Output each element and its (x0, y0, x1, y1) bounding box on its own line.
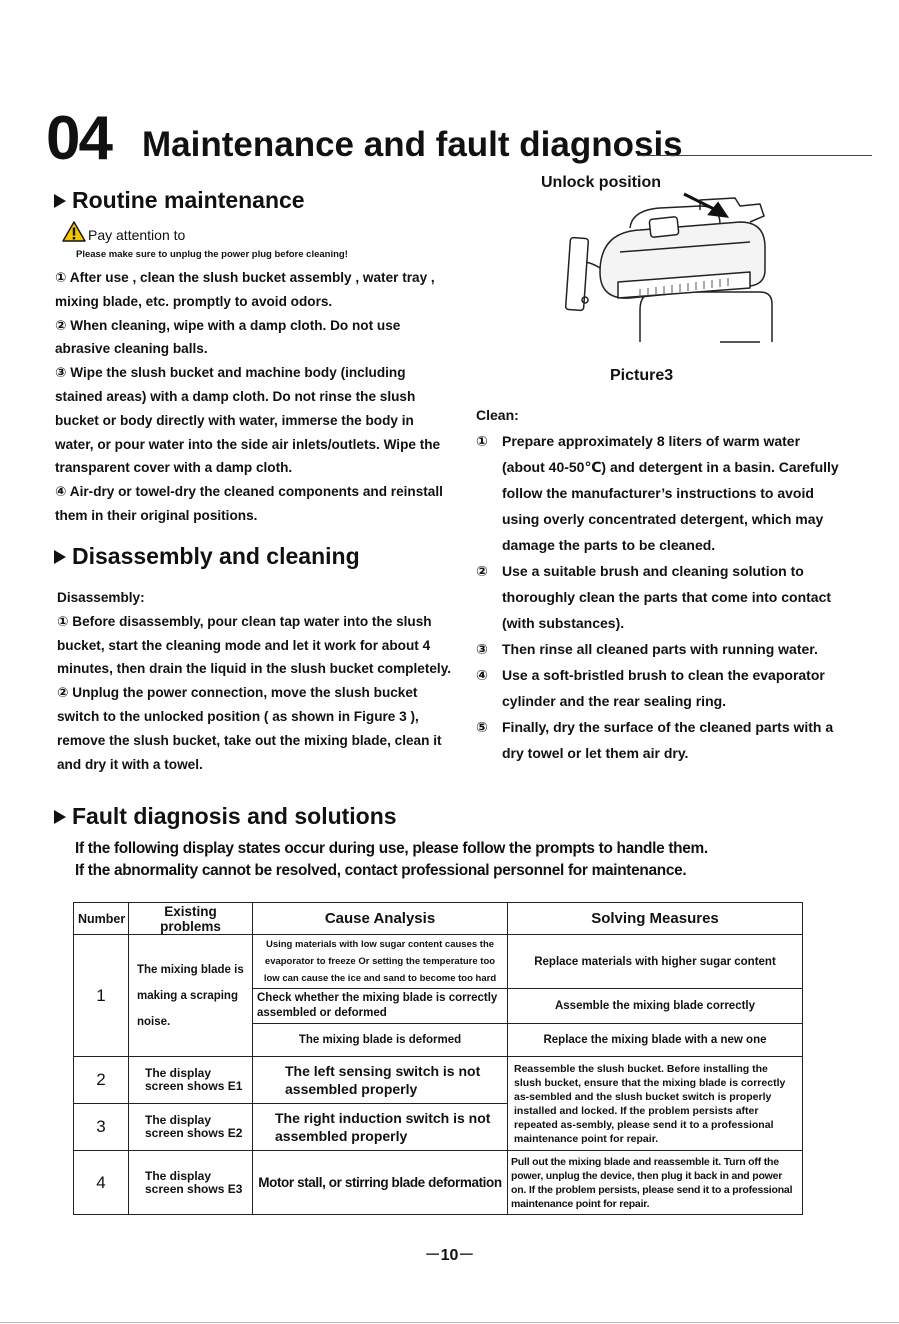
row-cause: The mixing blade is deformed (253, 1024, 508, 1057)
row-cause: Using materials with low sugar content causes the evaporator to freeze Or setting the temperature too low can cause the ice and sand to become too hard (253, 935, 508, 989)
disassembly-item: ① Before disassembly, pour clean tap water into the slush bucket, start the cleaning mode and let it work for about 4 minutes, then drain the liquid in the slush bucket completely. (57, 613, 452, 677)
header-number: Number (74, 903, 129, 935)
chapter-title: Maintenance and fault diagnosis (142, 125, 683, 164)
page-number: －10－ (424, 1247, 475, 1264)
triangle-bullet-icon (54, 810, 66, 824)
triangle-bullet-icon (54, 194, 66, 208)
page-bottom-divider (0, 1322, 899, 1323)
disassembly-item: ② Unplug the power connection, move the slush bucket switch to the unlocked position ( as shown in Figure 3 ), remove the slush bucket, take out the mixing blade, clean it and dry it with a towel. (57, 685, 442, 772)
clean-item: ② Use a suitable brush and cleaning solution to thoroughly clean the parts that come into contact (with substances). (476, 563, 832, 631)
triangle-bullet-icon (54, 550, 66, 564)
routine-item: ② When cleaning, wipe with a damp cloth. Do not use abrasive cleaning balls. (55, 317, 401, 357)
slush-machine-illustration (560, 192, 780, 358)
row-cause: The right induction switch is not assembled properly (253, 1104, 508, 1151)
clean-item: ④ Use a soft-bristled brush to clean the evaporator cylinder and the rear sealing ring. (476, 667, 825, 709)
row-cause: Motor stall, or stirring blade deformation (253, 1151, 508, 1215)
row-solution: Reassemble the slush bucket. Before installing the slush bucket, ensure that the mixing blade is correctly as-sembled and the slush bucket switch is properly installed and locked. If the problem persists after repeated as-sembly, please send it to a professional maintenance point for repair. (508, 1057, 803, 1151)
disassembly-heading: Disassembly and cleaning (54, 543, 360, 571)
chapter-number: 04 (46, 104, 111, 173)
header-solving: Solving Measures (508, 903, 803, 935)
table-row (74, 1057, 803, 1104)
attention-note: Please make sure to unplug the power plug before cleaning! (76, 249, 348, 260)
figure-caption: Picture3 (610, 367, 674, 384)
routine-heading: Routine maintenance (54, 187, 305, 215)
row-number: 4 (74, 1151, 129, 1215)
fault-intro: If the following display states occur during use, please follow the prompts to handle them. If the abnormality cannot be resolved, contact professional personnel for maintenance. (75, 840, 708, 879)
clean-section (476, 402, 846, 766)
routine-item: ④ Air-dry or towel-dry the cleaned components and reinstall them in their original positions. (55, 484, 443, 523)
row-solution: Replace the mixing blade with a new one (508, 1024, 803, 1057)
row-problem: The display screen shows E1 (129, 1057, 253, 1104)
fault-heading: Fault diagnosis and solutions (54, 803, 397, 831)
row-number: 3 (74, 1104, 129, 1151)
row-solution: Replace materials with higher sugar content (508, 935, 803, 989)
header-problems: Existing problems (129, 903, 253, 935)
disassembly-list (57, 586, 452, 776)
row-number: 1 (74, 935, 129, 1057)
title-divider (637, 155, 872, 156)
row-number: 2 (74, 1057, 129, 1104)
table-header-row (74, 903, 803, 935)
clean-heading: Clean: (476, 407, 519, 423)
table-row (74, 935, 803, 989)
clean-item: ⑤ Finally, dry the surface of the cleaned parts with a dry towel or let them air dry. (476, 719, 834, 761)
fault-table (73, 902, 803, 1215)
warning-icon (62, 221, 86, 242)
routine-list (55, 266, 455, 528)
pointer-arrow-icon (684, 194, 726, 216)
row-cause: Check whether the mixing blade is correctly assembled or deformed (253, 989, 508, 1024)
row-cause: The left sensing switch is not assembled properly (253, 1057, 508, 1104)
row-problem: The mixing blade is making a scraping noise. (129, 935, 253, 1057)
disassembly-subheading: Disassembly: (57, 590, 145, 605)
table-row (74, 1151, 803, 1215)
header-cause: Cause Analysis (253, 903, 508, 935)
clean-item: ③ Then rinse all cleaned parts with running water. (476, 641, 818, 657)
attention-label: Pay attention to (88, 227, 186, 243)
routine-item: ③ Wipe the slush bucket and machine body (including stained areas) with a damp cloth. Do not rinse the slush bucket or body directly with water, immerse the body in water, or pour water into the side air inlets/outlets. Wipe the transparent cover with a damp cloth. (55, 365, 441, 476)
row-solution: Pull out the mixing blade and reassemble it. Turn off the power, unplug the device, then plug it back in and power on. If the problem persists, please send it to a professional maintenance point for repair. (508, 1151, 803, 1215)
unlock-position-label: Unlock position (541, 174, 661, 191)
clean-item: ① Prepare approximately 8 liters of warm water (about 40-50℃) and detergent in a basin. Carefully follow the manufacturer’s instructions to avoid using overly concentrated detergent, which may damage the parts to be cleaned. (476, 433, 839, 553)
row-solution: Assemble the mixing blade correctly (508, 989, 803, 1024)
row-problem: The display screen shows E2 (129, 1104, 253, 1151)
row-problem: The display screen shows E3 (129, 1151, 253, 1215)
routine-item: ① After use , clean the slush bucket assembly , water tray , mixing blade, etc. promptly to avoid odors. (55, 270, 435, 309)
